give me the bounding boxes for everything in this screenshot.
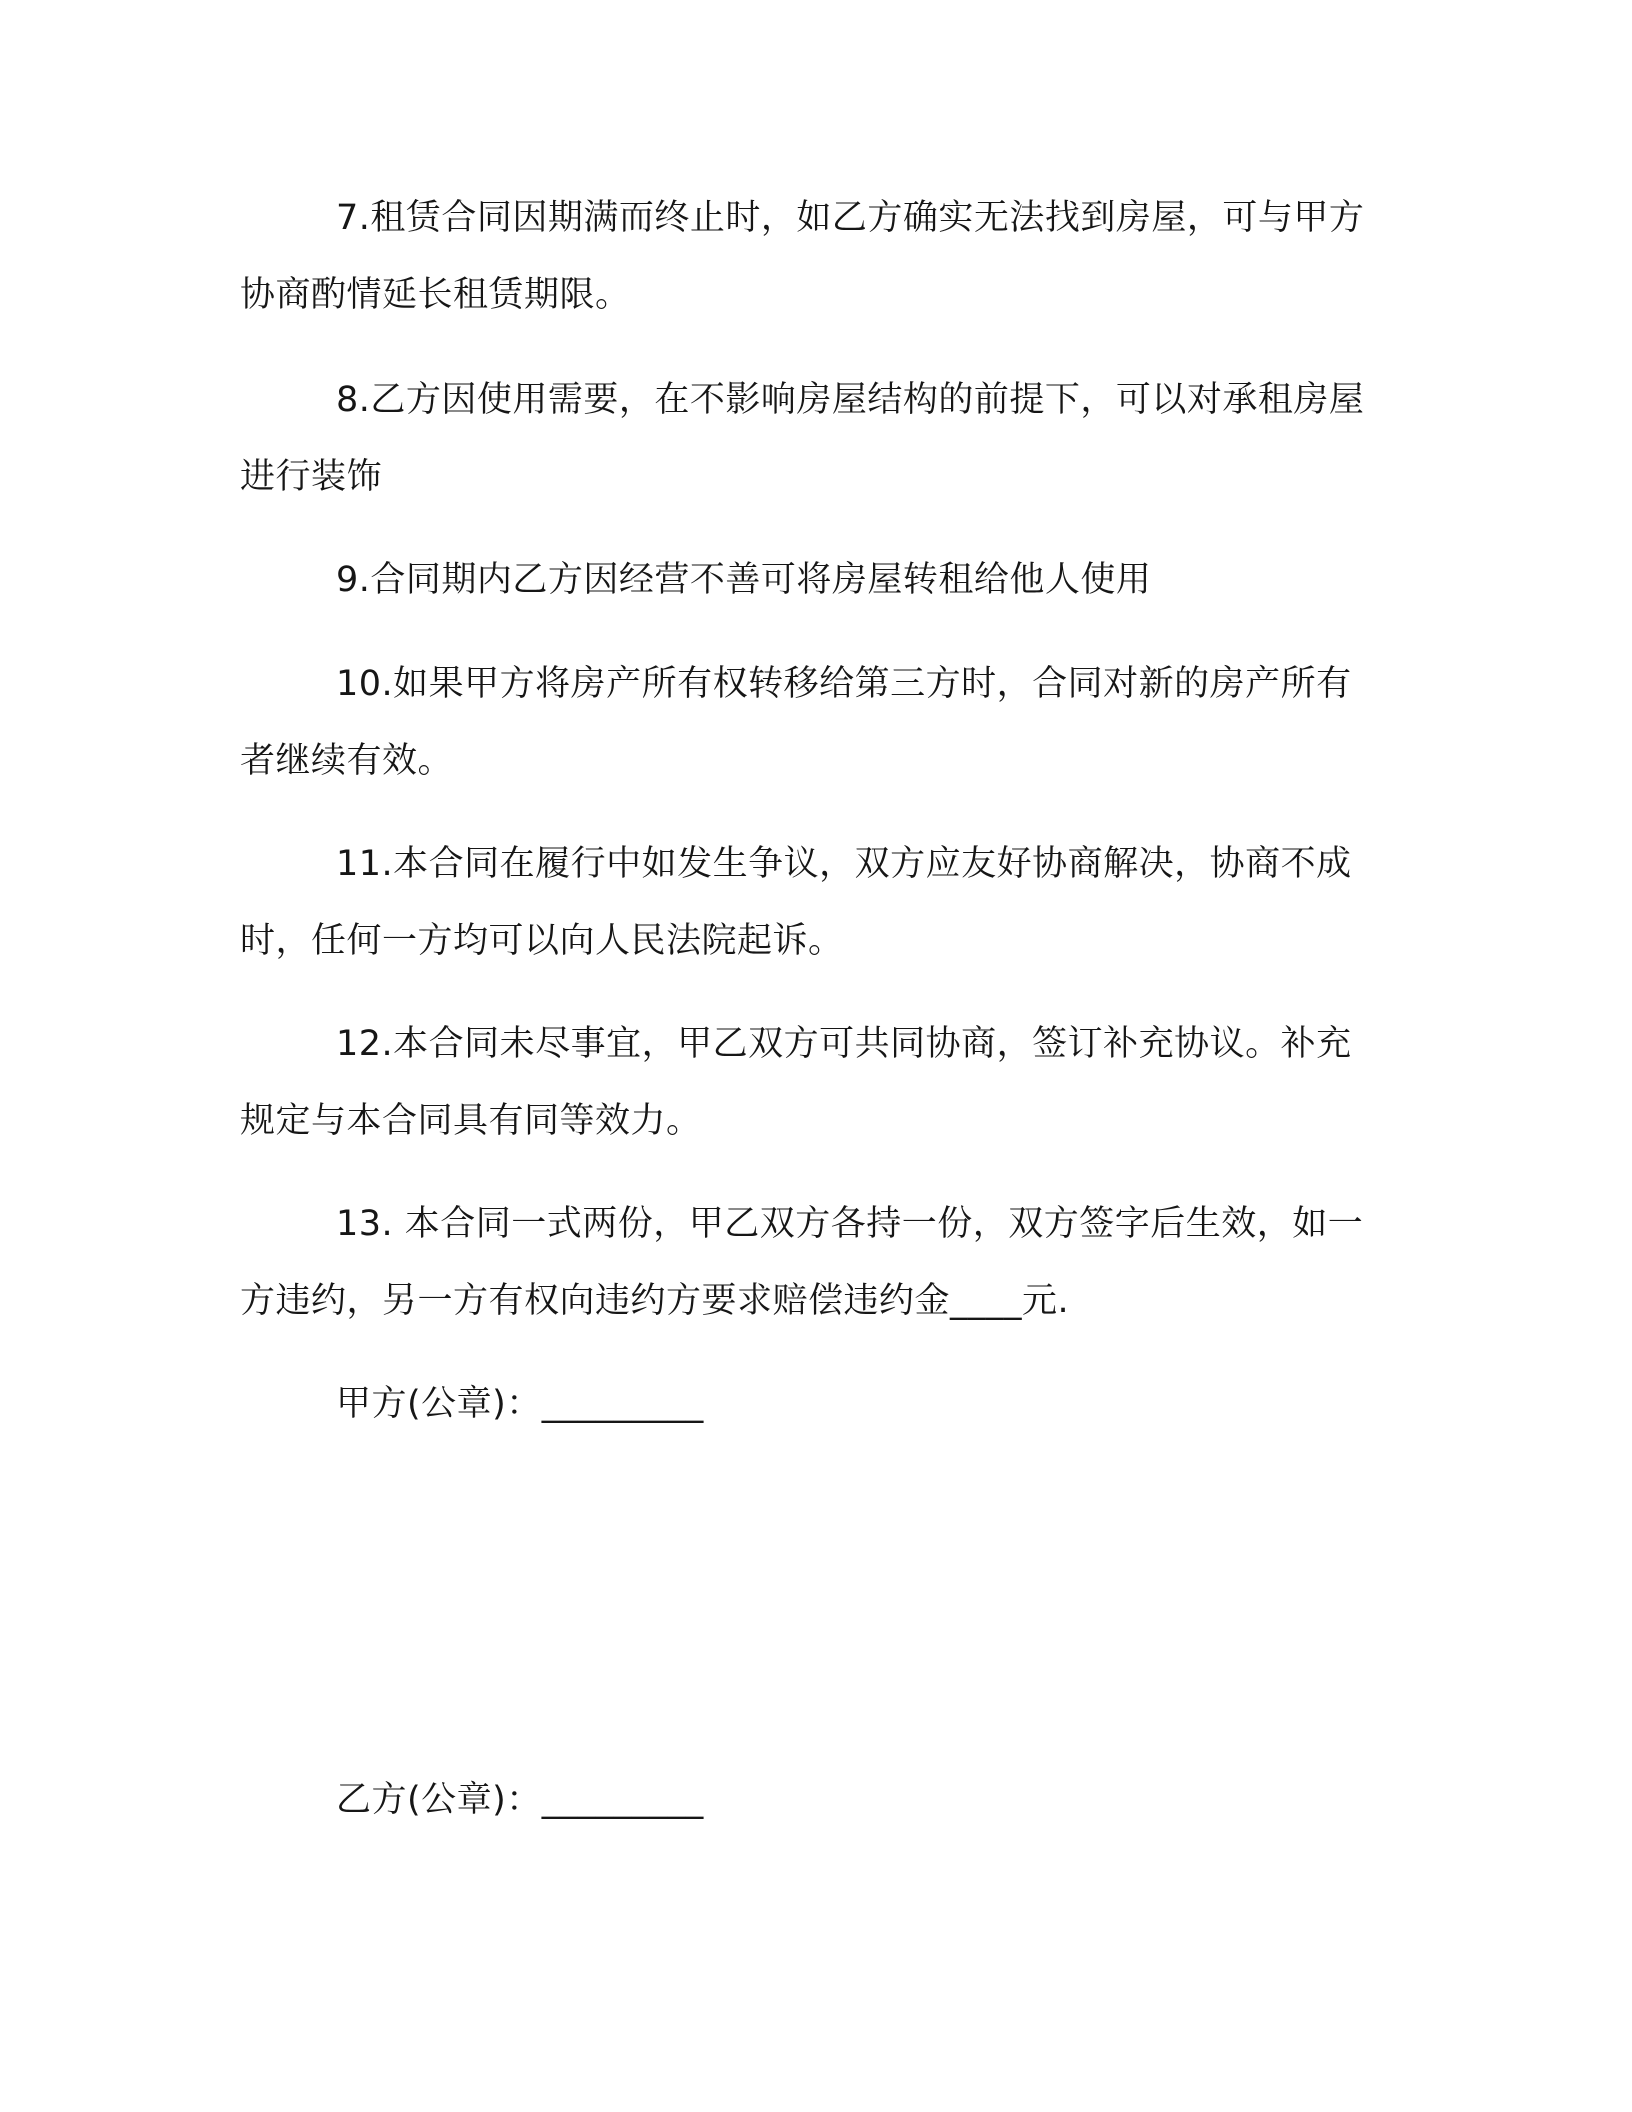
- clause-12: 12.本合同未尽事宜，甲乙双方可共同协商，签订补充协议。补充规定与本合同具有同等效力。: [240, 1024, 1352, 1141]
- party-b-signature: 乙方(公章)：_________: [336, 1780, 704, 1820]
- clause-7: 7.租赁合同因期满而终止时，如乙方确实无法找到房屋，可与甲方协商酌情延长租赁期限。: [240, 198, 1365, 315]
- clause-10: 10.如果甲方将房产所有权转移给第三方时，合同对新的房产所有者继续有效。: [240, 664, 1352, 781]
- clause-13: 13. 本合同一式两份，甲乙双方各持一份，双方签字后生效，如一方违约，另一方有权向违约方要求赔偿违约金____元.: [240, 1204, 1364, 1321]
- clause-11: 11.本合同在履行中如发生争议，双方应友好协商解决，协商不成时，任何一方均可以向人民法院起诉。: [240, 844, 1352, 961]
- clause-8: 8.乙方因使用需要，在不影响房屋结构的前提下，可以对承租房屋进行装饰: [240, 380, 1365, 497]
- party-a-signature: 甲方(公章)：_________: [336, 1384, 704, 1424]
- clause-9: 9.合同期内乙方因经营不善可将房屋转租给他人使用: [336, 560, 1152, 600]
